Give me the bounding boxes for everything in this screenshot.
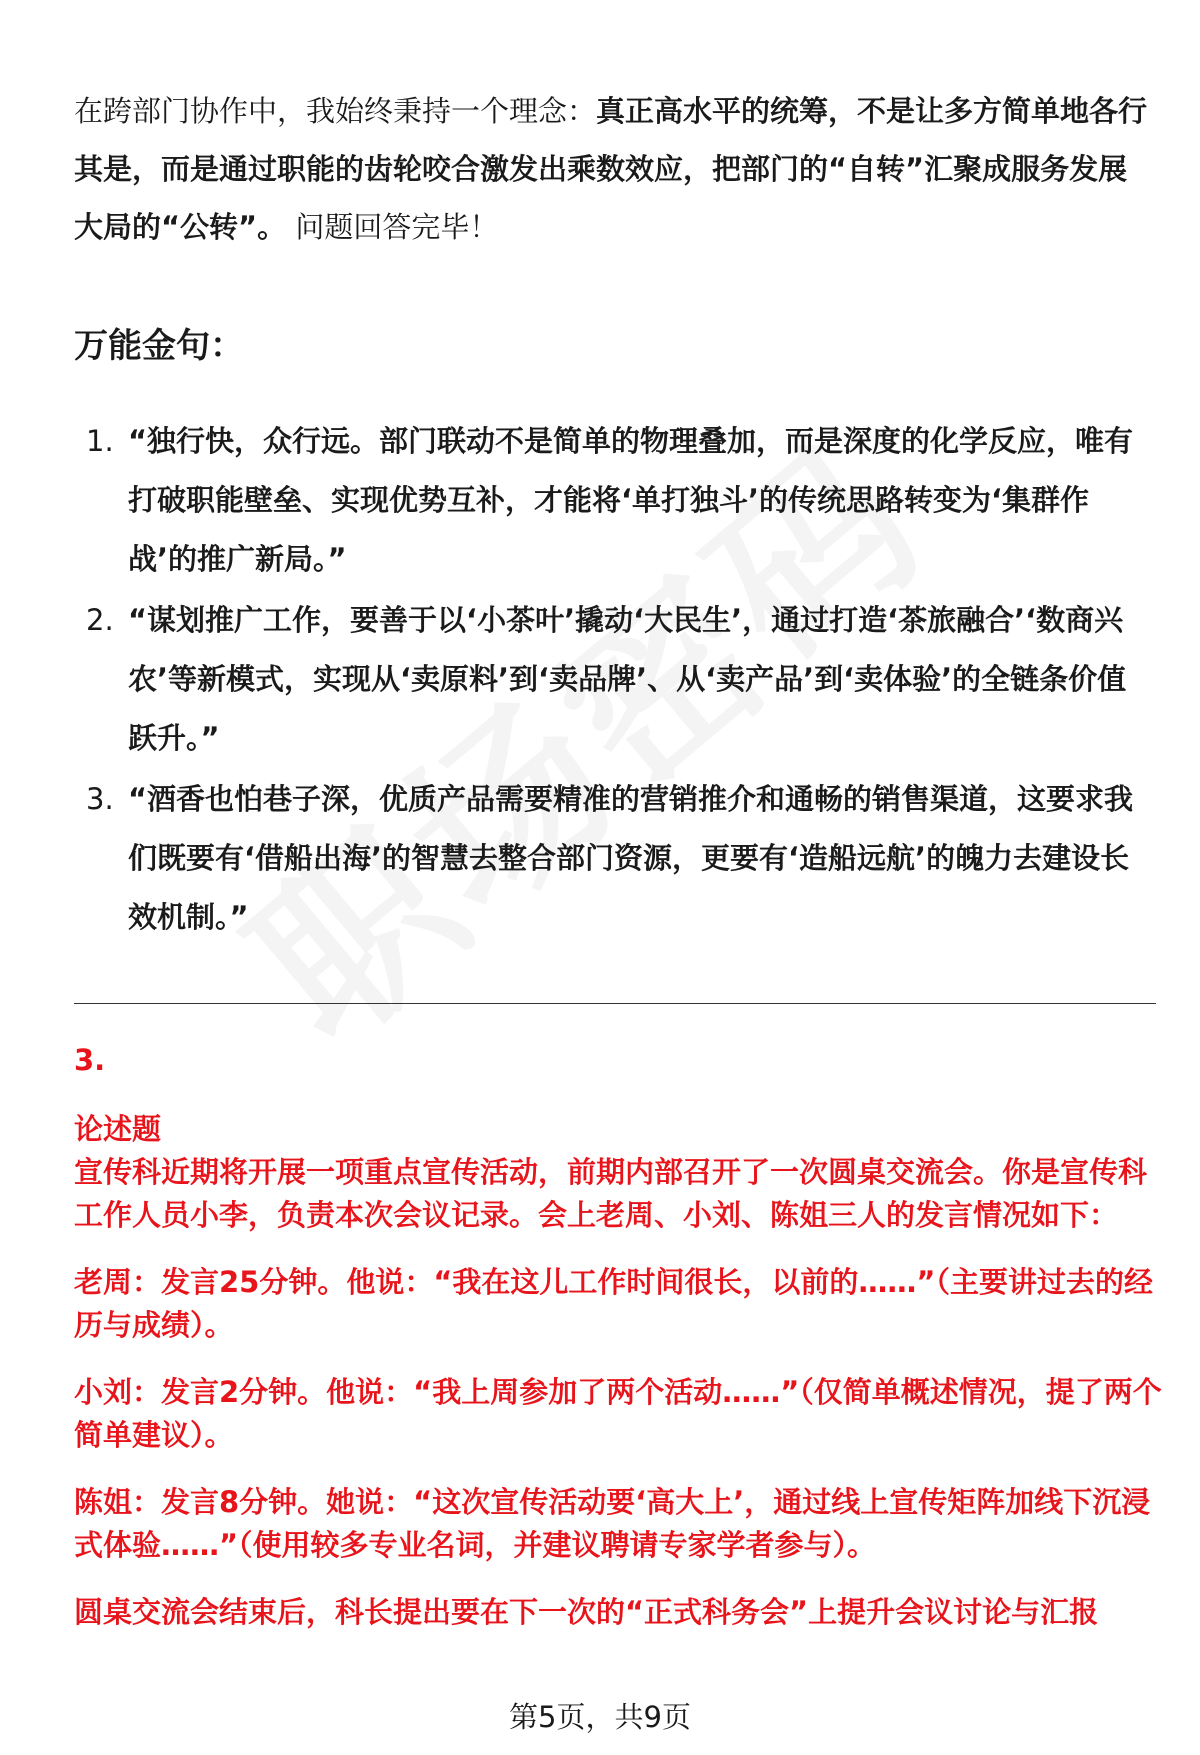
intro-closing-text: 问题回答完毕！ (286, 210, 499, 244)
question-intro: 宣传科近期将开展一项重点宣传活动，前期内部召开了一次圆桌交流会。你是宣传科工作人员小李，负责本次会议记录。会上老周、小刘、陈姐三人的发言情况如下： (74, 1155, 1148, 1232)
speech-chenjie: 陈姐：发言8分钟。她说：“这次宣传活动要‘高大上’，通过线上宣传矩阵加线下沉浸式体验……”（使用较多专业名词，并建议聘请专家学者参与）。 (74, 1485, 1151, 1562)
quote-text: “酒香也怕巷子深，优质产品需要精准的营销推介和通畅的销售渠道，这要求我们既要有‘借船出海’的智慧去整合部门资源，更要有‘造船远航’的魄力去建设长效机制。” (128, 782, 1134, 934)
intro-paragraph (74, 82, 1154, 256)
question-block (74, 1108, 1164, 1634)
section-heading: 万能金句： (74, 326, 244, 366)
intro-normal-text: 在跨部门协作中，我始终秉持一个理念： (74, 94, 597, 128)
quote-text: “谋划推广工作，要善于以‘小茶叶’撬动‘大民生’，通过打造‘茶旅融合’‘数商兴农’等新模式，实现从‘卖原料’到‘卖品牌’、从‘卖产品’到‘卖体验’的全链条价值跃升。” (128, 603, 1127, 755)
quote-item (74, 412, 1154, 589)
quote-list (74, 412, 1154, 949)
page-footer: 第5页，共9页 (509, 1700, 691, 1734)
speech-xiaoliu: 小刘：发言2分钟。他说：“我上周参加了两个活动……”（仅简单概述情况，提了两个简单建议）。 (74, 1375, 1162, 1452)
intro-bold-text: 真正高水平的统筹，不是让多方简单地各行其是，而是通过职能的齿轮咬合激发出乘数效应，把部门的“自转”汇聚成服务发展大局的“公转”。 (74, 94, 1148, 244)
quote-number: 2. (86, 603, 114, 637)
quote-item (74, 591, 1154, 768)
question-type: 论述题 (74, 1112, 162, 1146)
divider (74, 1003, 1156, 1004)
quote-item (74, 770, 1154, 947)
question-number: 3. (74, 1043, 106, 1077)
quote-number: 1. (86, 424, 114, 458)
quote-text: “独行快，众行远。部门联动不是简单的物理叠加，而是深度的化学反应，唯有打破职能壁垒、实现优势互补，才能将‘单打独斗’的传统思路转变为‘集群作战’的推广新局。” (128, 424, 1134, 576)
quote-number: 3. (86, 782, 114, 816)
closing-paragraph: 圆桌交流会结束后，科长提出要在下一次的“正式科务会”上提升会议讨论与汇报 (74, 1595, 1099, 1629)
speech-laozhou: 老周：发言25分钟。他说：“我在这儿工作时间很长，以前的……”（主要讲过去的经历与成绩）。 (74, 1265, 1153, 1342)
